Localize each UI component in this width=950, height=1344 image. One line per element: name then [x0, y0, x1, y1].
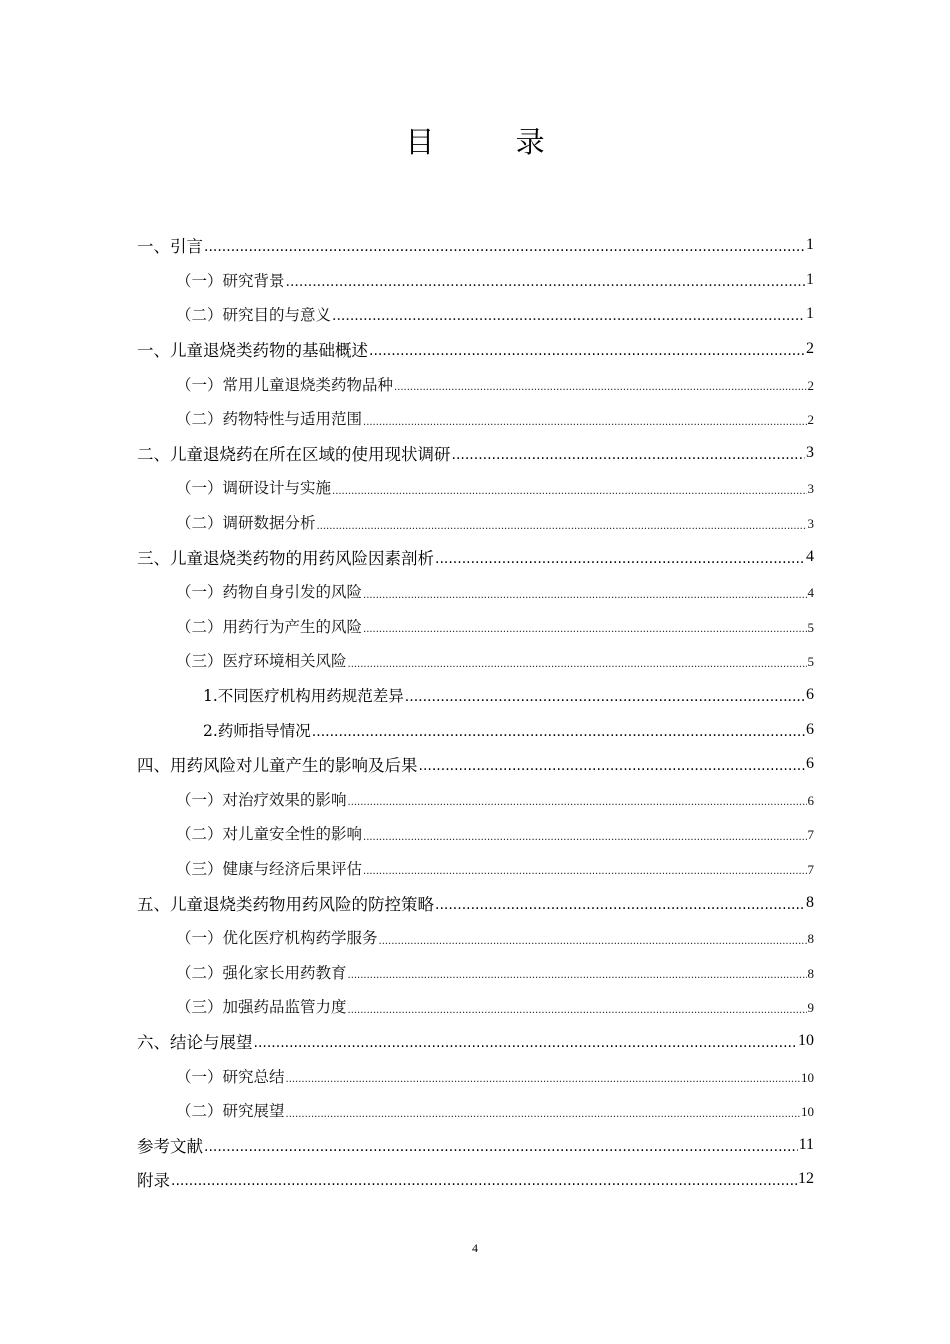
toc-dot-leader: [204, 1139, 798, 1155]
toc-entry-label: 一、儿童退烧类药物的基础概述: [137, 341, 368, 361]
toc-entry-label: 五、儿童退烧类药物用药风险的防控策略: [137, 894, 434, 914]
toc-entry[interactable]: [137, 989, 814, 1024]
toc-entry-label: （二）研究展望: [176, 1102, 285, 1121]
toc-entry-label: （一）优化医疗机构药学服务: [176, 929, 378, 948]
toc-entry-page-number: 10: [801, 1104, 814, 1120]
toc-dot-leader: [348, 970, 807, 981]
toc-entry[interactable]: [137, 1127, 814, 1162]
toc-entry-label: （一）常用儿童退烧类药物品种: [176, 375, 394, 394]
toc-entry-page-number: 2: [807, 377, 814, 393]
toc-entry-page-number: 12: [798, 1170, 814, 1188]
toc-entry-label: （二）研究目的与意义: [176, 306, 332, 325]
toc-entry-page-number: 8: [807, 965, 814, 981]
toc-entry-label: （二）调研数据分析: [176, 514, 316, 533]
toc-entry[interactable]: [137, 712, 814, 747]
toc-entry[interactable]: [137, 470, 814, 505]
toc-entry-label: （三）健康与经济后果评估: [176, 859, 363, 878]
toc-entry-page-number: 4: [806, 547, 814, 565]
toc-dot-leader: [312, 724, 805, 740]
toc-entry-label: （二）对儿童安全性的影响: [176, 825, 363, 844]
toc-entry[interactable]: [137, 609, 814, 644]
toc-entry-page-number: 11: [798, 1135, 814, 1153]
toc-entry-page-number: 1: [806, 236, 814, 254]
toc-dot-leader: [286, 1074, 800, 1085]
toc-entry-page-number: 6: [806, 686, 814, 704]
toc-dot-leader: [286, 1109, 800, 1120]
toc-entry[interactable]: [137, 539, 814, 574]
toc-entry-page-number: 6: [807, 792, 814, 808]
toc-dot-leader: [394, 382, 806, 393]
toc-entry[interactable]: [137, 366, 814, 401]
toc-entry[interactable]: [137, 505, 814, 540]
toc-entry[interactable]: [137, 851, 814, 886]
table-of-contents: [137, 228, 814, 1197]
toc-entry-label: 六、结论与展望: [137, 1032, 253, 1052]
toc-entry[interactable]: [137, 747, 814, 782]
toc-entry[interactable]: [137, 332, 814, 367]
toc-dot-leader: [171, 1173, 797, 1189]
toc-entry-page-number: 5: [807, 654, 814, 670]
toc-entry[interactable]: [137, 263, 814, 298]
toc-entry[interactable]: [137, 401, 814, 436]
toc-entry-page-number: 7: [807, 861, 814, 877]
toc-entry-label: （三）医疗环境相关风险: [176, 652, 347, 671]
toc-entry-label: （一）研究背景: [176, 271, 285, 290]
toc-dot-leader: [363, 832, 806, 843]
toc-entry[interactable]: [137, 885, 814, 920]
toc-entry-label: （二）药物特性与适用范围: [176, 410, 363, 429]
toc-entry-page-number: 7: [807, 827, 814, 843]
toc-entry[interactable]: [137, 297, 814, 332]
toc-entry-label: 二、儿童退烧药在所在区域的使用现状调研: [137, 444, 451, 464]
toc-dot-leader: [363, 417, 806, 428]
toc-entry-label: 参考文献: [137, 1136, 203, 1156]
toc-dot-leader: [369, 343, 805, 359]
toc-entry-page-number: 6: [806, 720, 814, 738]
toc-entry-page-number: 8: [807, 931, 814, 947]
toc-entry-page-number: 3: [807, 516, 814, 532]
toc-entry-label: 1.不同医疗机构用药规范差异: [203, 687, 404, 706]
toc-entry-label: 2.药师指导情况: [203, 721, 311, 740]
toc-entry-page-number: 1: [806, 305, 814, 323]
toc-entry-label: 一、引言: [137, 237, 203, 257]
toc-title: 目 录: [405, 125, 581, 159]
toc-entry[interactable]: [137, 816, 814, 851]
toc-entry-page-number: 10: [798, 1031, 814, 1049]
toc-dot-leader: [254, 1035, 798, 1051]
toc-dot-leader: [435, 551, 805, 567]
toc-dot-leader: [405, 689, 805, 705]
toc-entry-page-number: 3: [806, 443, 814, 461]
toc-dot-leader: [317, 521, 807, 532]
toc-entry-page-number: 6: [806, 755, 814, 773]
toc-dot-leader: [363, 624, 806, 635]
toc-dot-leader: [363, 590, 806, 601]
toc-entry-label: （一）调研设计与实施: [176, 479, 332, 498]
toc-entry[interactable]: [137, 782, 814, 817]
toc-entry-label: （二）用药行为产生的风险: [176, 617, 363, 636]
toc-entry-label: 三、儿童退烧类药物的用药风险因素剖析: [137, 548, 434, 568]
toc-entry-page-number: 5: [807, 619, 814, 635]
toc-entry[interactable]: [137, 228, 814, 263]
toc-dot-leader: [348, 659, 807, 670]
footer-page-number: 4: [472, 1241, 478, 1255]
toc-dot-leader: [332, 308, 805, 324]
toc-entry[interactable]: [137, 920, 814, 955]
toc-entry[interactable]: [137, 1162, 814, 1197]
toc-entry-label: 附录: [137, 1171, 170, 1191]
toc-entry-page-number: 2: [806, 340, 814, 358]
toc-entry-page-number: 1: [806, 270, 814, 288]
toc-entry[interactable]: [137, 678, 814, 713]
toc-entry-page-number: 3: [807, 481, 814, 497]
toc-entry[interactable]: [137, 643, 814, 678]
toc-entry[interactable]: [137, 574, 814, 609]
toc-dot-leader: [419, 758, 806, 774]
toc-entry-page-number: 2: [807, 412, 814, 428]
toc-dot-leader: [286, 274, 805, 290]
toc-entry-page-number: 8: [806, 893, 814, 911]
toc-dot-leader: [332, 486, 806, 497]
toc-entry-label: （一）研究总结: [176, 1067, 285, 1086]
toc-entry-page-number: 10: [801, 1069, 814, 1085]
toc-dot-leader: [379, 936, 807, 947]
toc-dot-leader: [363, 866, 806, 877]
toc-entry-label: （二）强化家长用药教育: [176, 963, 347, 982]
toc-entry-label: （一）对治疗效果的影响: [176, 790, 347, 809]
toc-entry-label: （三）加强药品监管力度: [176, 998, 347, 1017]
toc-dot-leader: [348, 1005, 807, 1016]
toc-dot-leader: [435, 897, 805, 913]
toc-entry-label: （一）药物自身引发的风险: [176, 583, 363, 602]
toc-dot-leader: [348, 797, 807, 808]
toc-entry[interactable]: [137, 1093, 814, 1128]
toc-entry[interactable]: [137, 436, 814, 471]
toc-entry-label: 四、用药风险对儿童产生的影响及后果: [137, 756, 418, 776]
toc-dot-leader: [452, 447, 806, 463]
toc-dot-leader: [204, 239, 805, 255]
toc-entry[interactable]: [137, 954, 814, 989]
toc-entry-page-number: 4: [807, 585, 814, 601]
toc-entry-page-number: 9: [807, 1000, 814, 1016]
toc-entry[interactable]: [137, 1024, 814, 1059]
toc-entry[interactable]: [137, 1058, 814, 1093]
